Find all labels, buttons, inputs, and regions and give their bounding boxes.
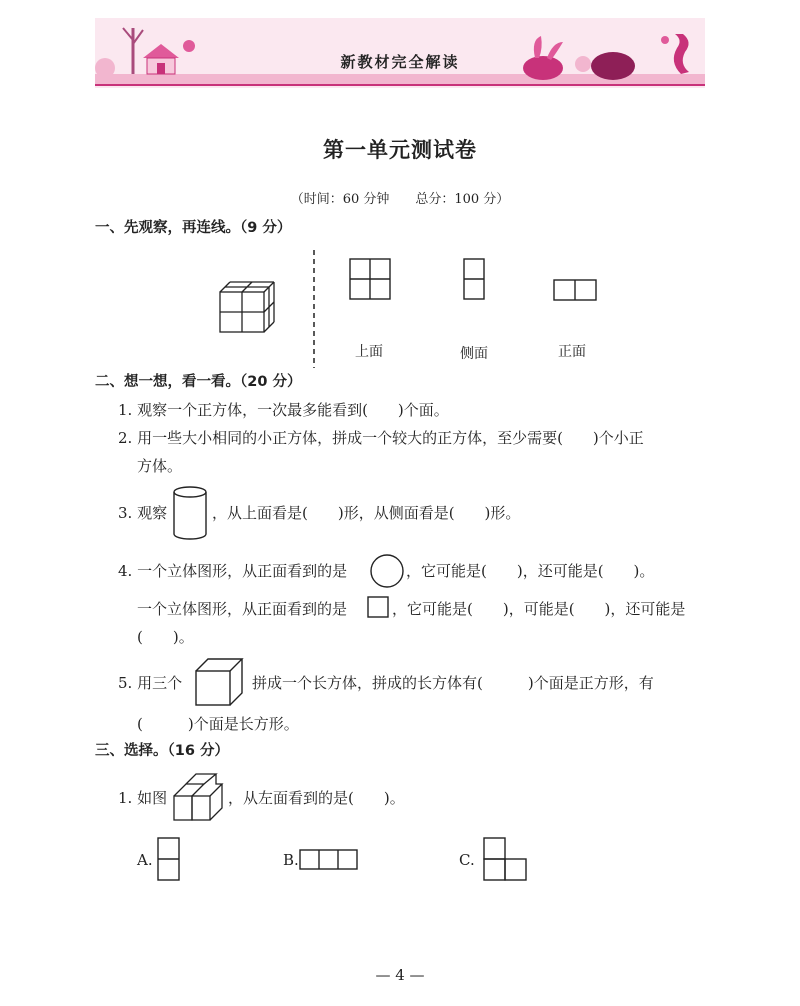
option-c-shape — [483, 837, 529, 883]
label-front-view: 正面 — [558, 344, 586, 360]
section-3-heading: 三、选择。（16 分） — [95, 743, 229, 759]
option-a-label: A. — [137, 851, 153, 869]
time-info: （时间：60 分钟 总分：100 分） — [290, 192, 510, 207]
page-number: — 4 — — [375, 966, 425, 984]
section-1-heading: 一、先观察，再连线。（9 分） — [95, 220, 292, 236]
question-2-1: 1. 观察一个正方体，一次最多能看到( )个面。 — [118, 401, 449, 419]
question-3-1-text: ，从左面看到的是( )。 — [228, 789, 405, 807]
label-side-view: 侧面 — [460, 346, 488, 362]
question-2-5-prefix: 5. 用三个 — [118, 674, 183, 692]
header-title: 新教材完全解读 — [340, 53, 460, 71]
question-2-4b-prefix: 一个立体图形，从正面看到的是 — [137, 600, 348, 618]
option-c-label: C. — [459, 851, 475, 869]
label-top-view: 上面 — [355, 344, 383, 360]
question-2-5-continued: ( )个面是长方形。 — [137, 715, 299, 733]
page-title: 第一单元测试卷 — [323, 137, 477, 162]
question-2-3-text: ，从上面看是( )形，从侧面看是( )形。 — [212, 504, 521, 522]
block-figure — [172, 772, 228, 822]
cube-figure — [194, 657, 244, 709]
question-2-4a-text: ，它可能是( )，还可能是( )。 — [406, 562, 655, 580]
question-2-2: 2. 用一些大小相同的小正方体，拼成一个较大的正方体，至少需要( )个小正 — [118, 429, 644, 447]
question-2-4a-prefix: 4. 一个立体图形，从正面看到的是 — [118, 562, 348, 580]
option-a-shape — [157, 837, 181, 883]
section-2-heading: 二、想一想，看一看。（20 分） — [95, 374, 302, 390]
cylinder-figure — [172, 485, 212, 543]
side-view-shape — [463, 258, 487, 302]
question-2-4b-text: ，它可能是( )，可能是( )，还可能是 — [392, 600, 686, 618]
option-b-shape — [299, 849, 359, 871]
option-b-label: B. — [283, 851, 299, 869]
dashed-divider — [312, 250, 316, 368]
question-2-5-text: 拼成一个长方体，拼成的长方体有( )个面是正方形，有 — [252, 674, 654, 692]
question-3-1-prefix: 1. 如图 — [118, 789, 168, 807]
front-view-shape — [553, 279, 599, 303]
cube-stack-figure — [218, 278, 278, 336]
question-2-4b-continued: ( )。 — [137, 628, 194, 646]
question-2-3-prefix: 3. 观察 — [118, 504, 168, 522]
circle-shape — [369, 553, 405, 589]
question-2-2-continued: 方体。 — [137, 457, 183, 475]
top-view-shape — [349, 258, 393, 302]
square-shape — [367, 596, 391, 620]
